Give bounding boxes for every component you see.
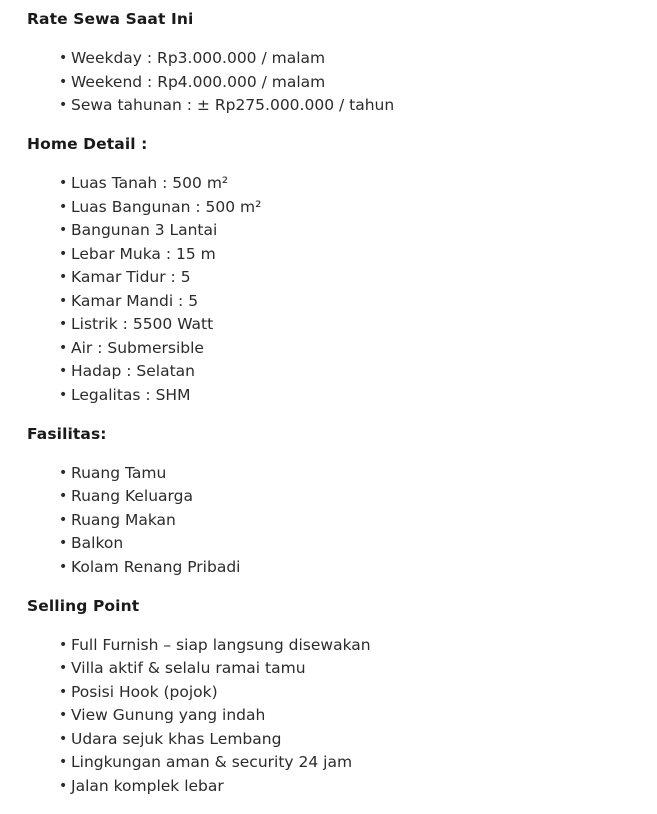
home-detail-list — [27, 172, 637, 407]
bullet-icon: • — [59, 339, 68, 356]
list-item-text: Kamar Mandi : 5 — [71, 291, 199, 310]
list-item-text: Balkon — [71, 534, 124, 552]
list-item — [59, 462, 637, 486]
list-item-text: Ruang Makan — [71, 510, 176, 529]
list-item — [59, 634, 637, 658]
list-item — [59, 337, 637, 361]
rent-rate-section — [27, 8, 637, 118]
bullet-icon: • — [59, 222, 68, 238]
bullet-icon: • — [59, 97, 68, 113]
list-item-text: Jalan komplek lebar — [71, 776, 224, 795]
bullet-icon: • — [59, 636, 68, 653]
list-item-text: Luas Bangunan : 500 m² — [71, 197, 262, 216]
list-item-text: Weekday : Rp3.000.000 / malam — [71, 49, 326, 67]
selling-point-heading: Selling Point — [27, 596, 140, 615]
list-item — [59, 532, 637, 556]
rent-rate-heading: Rate Sewa Saat Ini — [27, 10, 194, 28]
list-item-text: Weekend : Rp4.000.000 / malam — [71, 72, 326, 91]
bullet-icon: • — [59, 73, 68, 90]
list-item — [59, 704, 637, 728]
list-item — [59, 219, 637, 243]
list-item — [59, 360, 637, 384]
bullet-icon: • — [59, 777, 68, 794]
list-item — [59, 243, 637, 267]
bullet-icon: • — [59, 730, 68, 747]
list-item-text: Air : Submersible — [71, 338, 204, 357]
list-item-text: View Gunung yang indah — [71, 706, 266, 724]
list-item — [59, 172, 637, 196]
bullet-icon: • — [59, 660, 68, 676]
list-item-text: Lebar Muka : 15 m — [71, 244, 216, 263]
list-item-text: Hadap : Selatan — [71, 362, 195, 380]
list-item — [59, 728, 637, 752]
list-item — [59, 485, 637, 509]
list-item — [59, 657, 637, 681]
bullet-icon: • — [59, 754, 68, 770]
bullet-icon: • — [59, 558, 68, 575]
facilities-section — [27, 423, 637, 580]
bullet-icon: • — [59, 683, 68, 700]
list-item — [59, 47, 637, 71]
bullet-icon: • — [59, 316, 68, 332]
list-item-text: Sewa tahunan : ± Rp275.000.000 / tahun — [71, 96, 395, 114]
list-item-text: Legalitas : SHM — [71, 385, 191, 404]
list-item — [59, 775, 637, 799]
bullet-icon: • — [59, 50, 68, 66]
bullet-icon: • — [59, 488, 68, 504]
list-item-text: Kolam Renang Pribadi — [71, 557, 241, 576]
list-item — [59, 313, 637, 337]
list-item — [59, 751, 637, 775]
list-item — [59, 290, 637, 314]
home-detail-heading: Home Detail : — [27, 135, 148, 153]
list-item-text: Full Furnish – siap langsung disewakan — [71, 635, 371, 654]
list-item — [59, 196, 637, 220]
bullet-icon: • — [59, 363, 68, 379]
list-item-text: Kamar Tidur : 5 — [71, 268, 191, 286]
list-item — [59, 556, 637, 580]
bullet-icon: • — [59, 386, 68, 403]
bullet-icon: • — [59, 175, 68, 191]
list-item — [59, 384, 637, 408]
home-detail-section — [27, 133, 637, 407]
list-item — [59, 266, 637, 290]
bullet-icon: • — [59, 269, 68, 285]
facilities-heading: Fasilitas: — [27, 424, 107, 443]
list-item-text: Posisi Hook (pojok) — [71, 682, 218, 701]
facilities-list — [27, 462, 637, 580]
list-item-text: Villa aktif & selalu ramai tamu — [71, 659, 306, 677]
bullet-icon: • — [59, 511, 68, 528]
list-item — [59, 509, 637, 533]
selling-point-list — [27, 634, 637, 799]
list-item — [59, 681, 637, 705]
bullet-icon: • — [59, 464, 68, 481]
bullet-icon: • — [59, 245, 68, 262]
property-listing-document — [27, 8, 637, 814]
bullet-icon: • — [59, 198, 68, 215]
rent-rate-list — [27, 47, 637, 118]
bullet-icon: • — [59, 707, 68, 723]
selling-point-section — [27, 595, 637, 799]
list-item-text: Ruang Keluarga — [71, 487, 193, 505]
list-item-text: Luas Tanah : 500 m² — [71, 174, 229, 192]
bullet-icon: • — [59, 292, 68, 309]
list-item-text: Ruang Tamu — [71, 463, 167, 482]
bullet-icon: • — [59, 535, 68, 551]
list-item — [59, 94, 637, 118]
list-item-text: Bangunan 3 Lantai — [71, 221, 218, 239]
list-item-text: Lingkungan aman & security 24 jam — [71, 753, 353, 771]
list-item-text: Listrik : 5500 Watt — [71, 315, 214, 333]
list-item — [59, 71, 637, 95]
list-item-text: Udara sejuk khas Lembang — [71, 729, 282, 748]
